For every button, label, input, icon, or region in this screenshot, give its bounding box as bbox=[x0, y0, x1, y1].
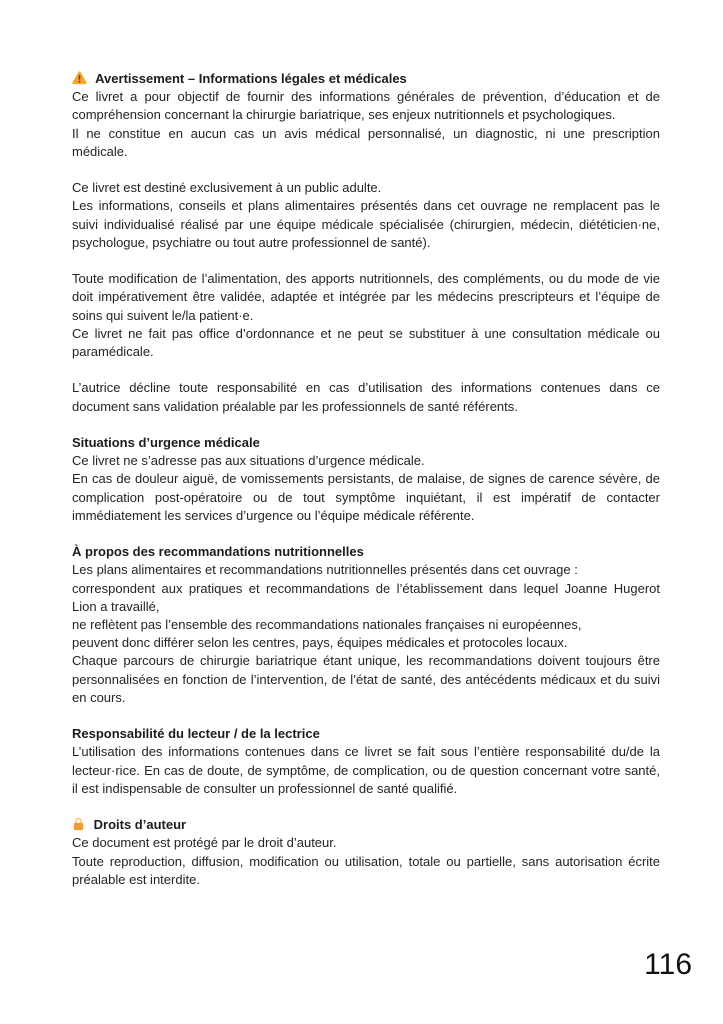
paragraph: L’autrice décline toute responsabilité en cas d’utilisation des informations contenues dans ce document sans validation préalable par les professionnels de santé référents. bbox=[72, 380, 660, 414]
paragraph: Ce livret ne s’adresse pas aux situations d’urgence médicale. bbox=[72, 453, 425, 469]
paragraph: correspondent aux pratiques et recommandations de l’établissement dans lequel Joanne Hugerot Lion a travaillé, bbox=[72, 580, 660, 614]
section-responsabilite bbox=[72, 725, 660, 798]
heading-text: Droits d’auteur bbox=[93, 817, 187, 833]
paragraph: ne reflètent pas l’ensemble des recommandations nationales françaises ni européennes, bbox=[72, 617, 582, 633]
heading-text: Avertissement – Informations légales et médicales bbox=[95, 71, 407, 86]
paragraph: Toute modification de l’alimentation, des apports nutritionnels, des compléments, ou du mode de vie doit impérativement être validée, adaptée et intégrée par les médecins prescripteurs et l’équipe de soins qui suivent le/la patient·e. bbox=[72, 271, 660, 323]
paragraph: Il ne constitue en aucun cas un avis médical personnalisé, un diagnostic, ni une prescription médicale. bbox=[72, 125, 660, 159]
section-droits-auteur bbox=[72, 816, 660, 889]
page-number: 116 bbox=[644, 948, 692, 981]
section-droits-auteur-heading bbox=[72, 816, 660, 834]
section-urgence-heading: Situations d’urgence médicale bbox=[72, 435, 260, 450]
paragraph: Les informations, conseils et plans alimentaires présentés dans cet ouvrage ne remplacent pas le suivi individualisé réalisé par une équipe médicale spécialisée (chirurgien, médecin, diététicien·ne, psychologue, psychiatre ou tout autre professionnel de santé). bbox=[72, 198, 660, 250]
section-responsabilite-heading: Responsabilité du lecteur / de la lectrice bbox=[72, 726, 320, 742]
warning-icon bbox=[72, 70, 87, 88]
section-recommandations-heading: À propos des recommandations nutritionnelles bbox=[72, 544, 364, 560]
page-content bbox=[72, 70, 660, 889]
paragraph: En cas de douleur aiguë, de vomissements persistants, de malaise, de signes de carence sévère, de complication post-opératoire ou de tout symptôme inquiétant, il est impératif de contacter immédiatement les services d’urgence ou l’équipe médicale référente. bbox=[72, 471, 660, 523]
section-recommandations bbox=[72, 543, 660, 707]
paragraph: Ce livret a pour objectif de fournir des informations générales de prévention, d’éducation et de compréhension concernant la chirurgie bariatrique, ses enjeux nutritionnels et psychologiques. bbox=[72, 89, 660, 123]
section-avertissement bbox=[72, 70, 660, 416]
section-avertissement-heading bbox=[72, 70, 660, 88]
paragraph: peuvent donc différer selon les centres, pays, équipes médicales et protocoles locaux. bbox=[72, 635, 568, 651]
paragraph: Chaque parcours de chirurgie bariatrique étant unique, les recommandations doivent toujours être personnalisées en fonction de l’intervention, de l’état de santé, des antécédents médicaux et du suivi en cours. bbox=[72, 653, 660, 705]
paragraph: Toute reproduction, diffusion, modification ou utilisation, totale ou partielle, sans autorisation écrite préalable est interdite. bbox=[72, 853, 660, 887]
paragraph: L’utilisation des informations contenues dans ce livret se fait sous l’entière responsabilité du/de la lecteur·rice. En cas de doute, de symptôme, de complication, ou de question concernant votre santé, il est indispensable de consulter un professionnel de santé qualifié. bbox=[72, 744, 660, 796]
paragraph: Ce document est protégé par le droit d’auteur. bbox=[72, 835, 337, 851]
paragraph: Ce livret ne fait pas office d’ordonnance et ne peut se substituer à une consultation médicale ou paramédicale. bbox=[72, 325, 660, 360]
paragraph: Les plans alimentaires et recommandations nutritionnelles présentés dans cet ouvrage : bbox=[72, 562, 578, 578]
section-urgence bbox=[72, 434, 660, 525]
lock-icon bbox=[72, 816, 85, 834]
paragraph: Ce livret est destiné exclusivement à un public adulte. bbox=[72, 180, 382, 196]
